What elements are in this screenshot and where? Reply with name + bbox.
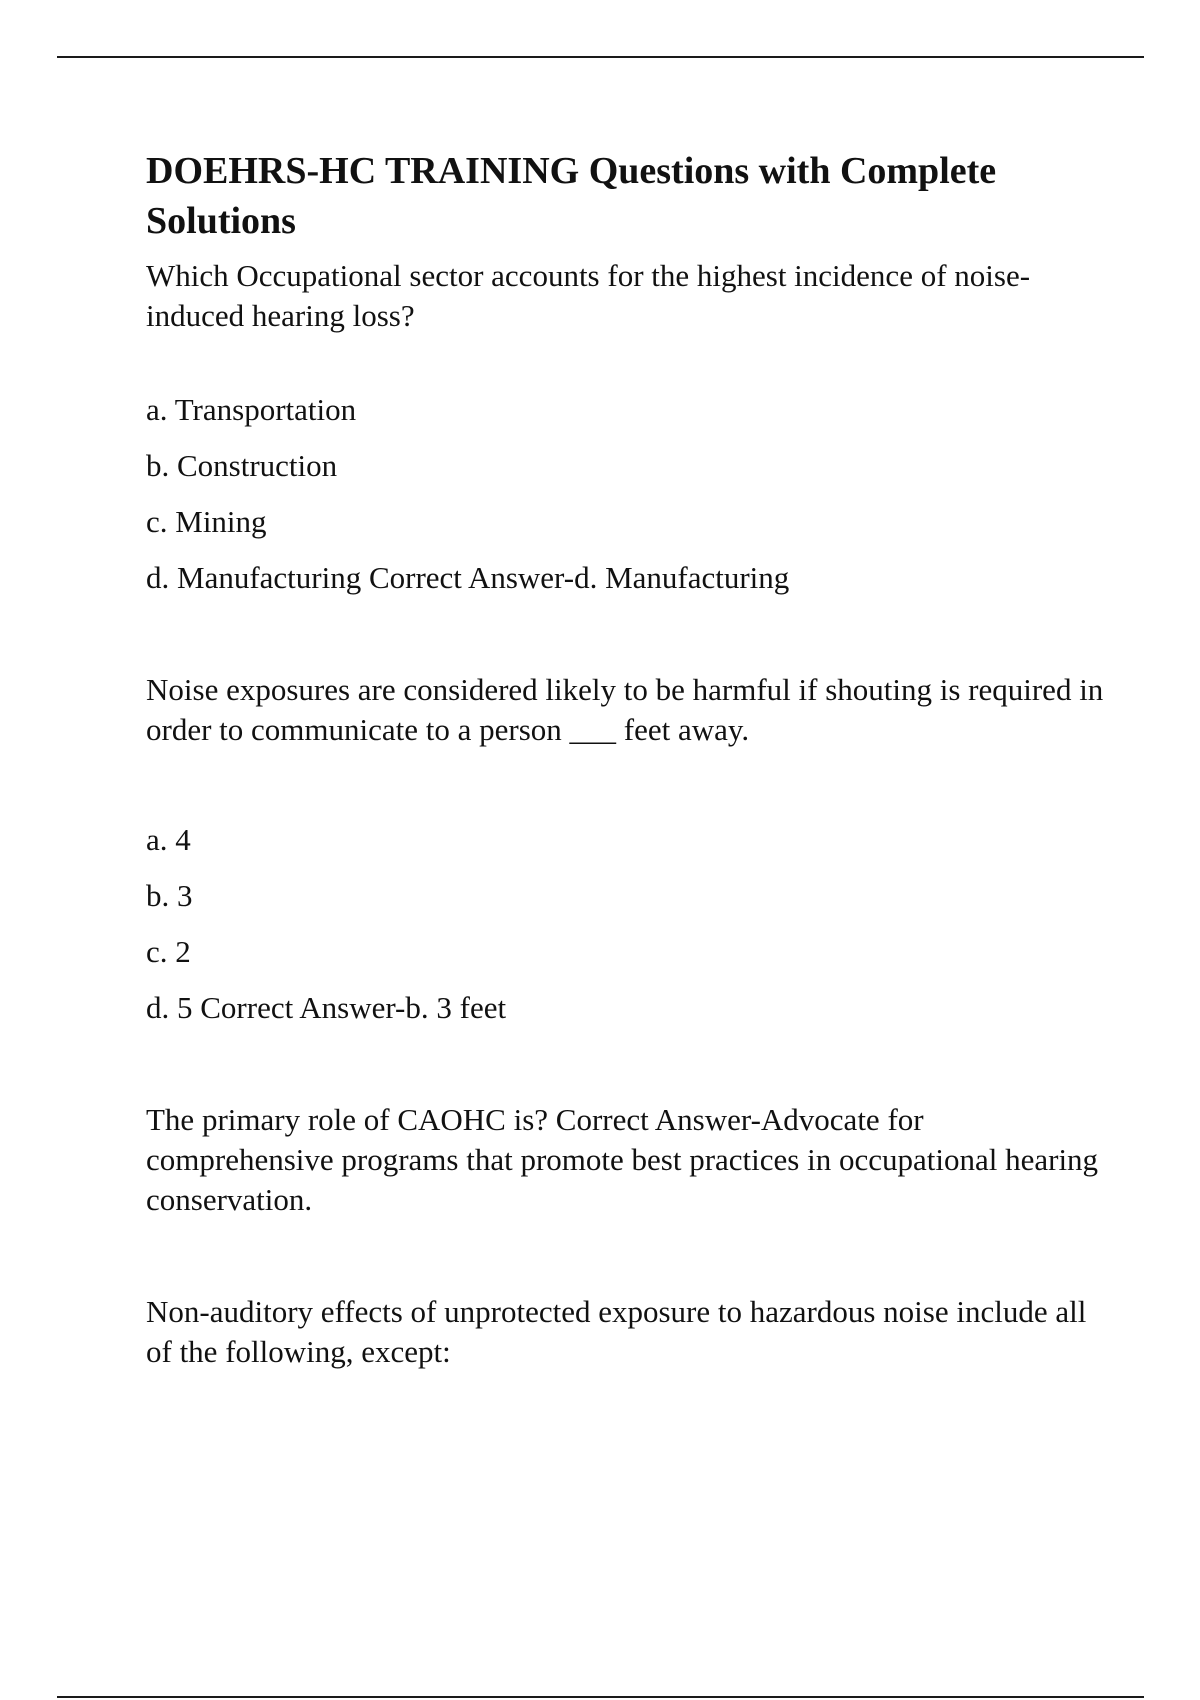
question-2-option-d: d. 5 Correct Answer-b. 3 feet bbox=[146, 990, 507, 1025]
question-1-options bbox=[146, 390, 1106, 598]
question-1-text: Which Occupational sector accounts for the highest incidence of noise-induced hearing loss? bbox=[146, 258, 1031, 333]
footer-rule bbox=[57, 1696, 1144, 1698]
question-1-option-d: d. Manufacturing Correct Answer-d. Manufacturing bbox=[146, 560, 790, 595]
question-1-option-c: c. Mining bbox=[146, 504, 267, 539]
question-4-text: Non-auditory effects of unprotected exposure to hazardous noise include all of the following, except: bbox=[146, 1294, 1087, 1369]
question-1-option-a: a. Transportation bbox=[146, 392, 357, 427]
question-2-option-b: b. 3 bbox=[146, 878, 193, 913]
question-3-text: The primary role of CAOHC is? Correct Answer-Advocate for comprehensive programs that promote best practices in occupational hearing conservation. bbox=[146, 1102, 1099, 1217]
question-2-option-a: a. 4 bbox=[146, 822, 191, 857]
question-2-text: Noise exposures are considered likely to be harmful if shouting is required in order to communicate to a person ___ feet away. bbox=[146, 672, 1104, 747]
question-1-option-b: b. Construction bbox=[146, 448, 338, 483]
document-body bbox=[146, 146, 1106, 1372]
document-title: DOEHRS-HC TRAINING Questions with Complete Solutions bbox=[146, 150, 997, 242]
question-2-options bbox=[146, 820, 1106, 1028]
header-rule bbox=[57, 56, 1144, 58]
question-2-option-c: c. 2 bbox=[146, 934, 191, 969]
